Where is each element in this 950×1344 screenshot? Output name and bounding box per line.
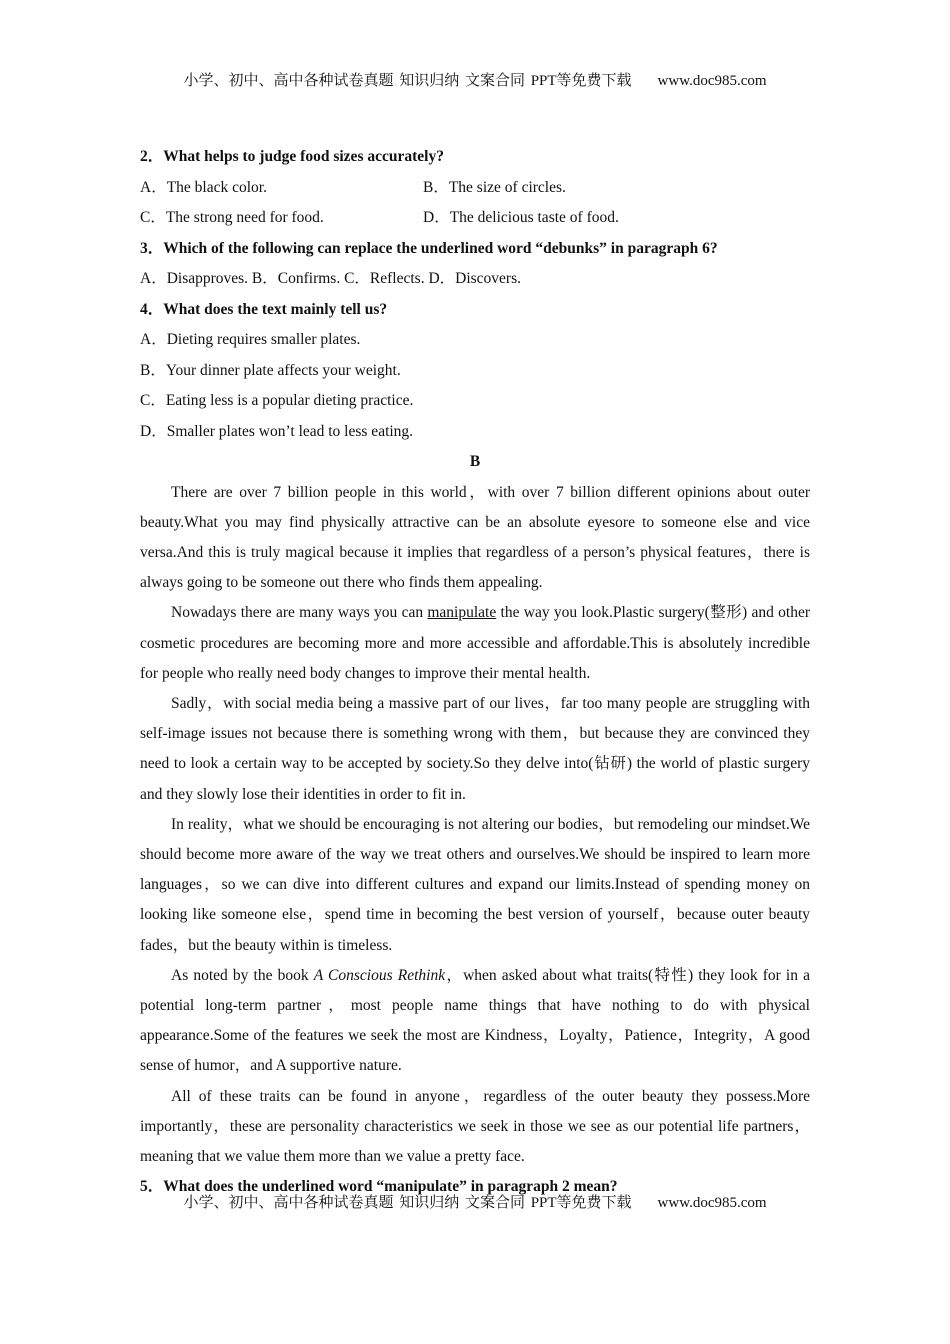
passage-paragraph-4: In reality，what we should be encouraging is not altering our bodies，but remodeling our mindset.We should become more aware of the way we treat others and ourselves.We should be inspired to learn more languages，so we can dive into different cultures and expand our limits.Instead of spending money on looking like someone else，spend time in becoming the best version of yourself，because outer beauty fades，but the beauty within is timeless.: [140, 815, 810, 954]
p2-text-before: Nowadays there are many ways you can: [171, 604, 428, 622]
question-3-options: A．Disapproves. B．Confirms. C．Reflects. D．Discovers.: [140, 270, 521, 287]
question-4-option-a: A．Dieting requires smaller plates.: [140, 331, 361, 348]
passage-paragraph-1: There are over 7 billion people in this world，with over 7 billion different opinions about outer beauty.What you may find physically attractive can be an absolute eyesore to someone else and vice versa.And this is truly magical because it implies that regardless of a person’s physical features，there is always going to be someone out there who finds them appealing.: [140, 483, 810, 592]
p5-text-before: As noted by the book: [171, 966, 314, 984]
question-2-options-row-1: [140, 173, 810, 204]
section-b-heading: B: [469, 453, 481, 470]
p2-text-after: the way you look.Plastic surgery(整形) and other cosmetic procedures are becoming more and more accessible and affordable.This is absolutely incredible for people who really need body changes to improve their mental health.: [140, 604, 810, 682]
passage-paragraph-5: [140, 961, 810, 1082]
header-text: 小学、初中、高中各种试卷真题 知识归纳 文案合同 PPT等免费下载: [183, 73, 632, 89]
question-2-options-row-2: [140, 203, 810, 234]
passage-paragraph-3: Sadly，with social media being a massive part of our lives，far too many people are struggling with self-image issues not because there is something wrong with them，but because they are convinced they need to look a certain way to be accepted by society.So they delve into(钻研) the world of plastic surgery and they slowly lose their identities in order to fit in.: [140, 694, 810, 803]
passage-paragraph-6: All of these traits can be found in anyone，regardless of the outer beauty they possess.More importantly，these are personality characteristics we seek in those we see as our potential life partners，meaning that we value them more than we value a pretty face.: [140, 1087, 810, 1165]
option-a: A．The black color.: [140, 178, 267, 196]
footer-site: www.doc985.com: [657, 1195, 767, 1211]
page-footer: [0, 1191, 950, 1212]
question-4-option-b: B．Your dinner plate affects your weight.: [140, 361, 401, 379]
question-5-stem: 5．What does the underlined word “manipulate” in paragraph 2 mean?: [140, 1178, 618, 1196]
book-title: A Conscious Rethink: [313, 966, 446, 984]
footer-text: 小学、初中、高中各种试卷真题 知识归纳 文案合同 PPT等免费下载: [183, 1195, 632, 1211]
question-4-stem: 4．What does the text mainly tell us?: [140, 300, 388, 318]
question-4-option-c: C．Eating less is a popular dieting practice.: [140, 392, 414, 409]
option-d: D．The delicious taste of food.: [423, 209, 619, 226]
header-site: www.doc985.com: [657, 73, 767, 89]
page-header: [0, 69, 950, 90]
question-4-option-d: D．Smaller plates won’t lead to less eating.: [140, 422, 414, 440]
underlined-word-manipulate: manipulate: [427, 604, 497, 622]
option-b: B．The size of circles.: [423, 178, 566, 196]
option-c: C．The strong need for food.: [140, 209, 324, 226]
p5-text-after: ，when asked about what traits(特性) they look for in a potential long-term partner，most people name things that have nothing to do with physical appearance.Some of the features we seek the most are Kindness，Loyalty，Patience，Integrity，A good sense of humor，and A supportive nature.: [140, 966, 810, 1075]
question-2-stem: 2．What helps to judge food sizes accurately?: [140, 148, 444, 165]
question-3-stem: 3．Which of the following can replace the underlined word “debunks” in paragraph 6?: [140, 239, 718, 257]
document-body: [140, 142, 810, 1203]
passage-paragraph-2: [140, 598, 810, 689]
